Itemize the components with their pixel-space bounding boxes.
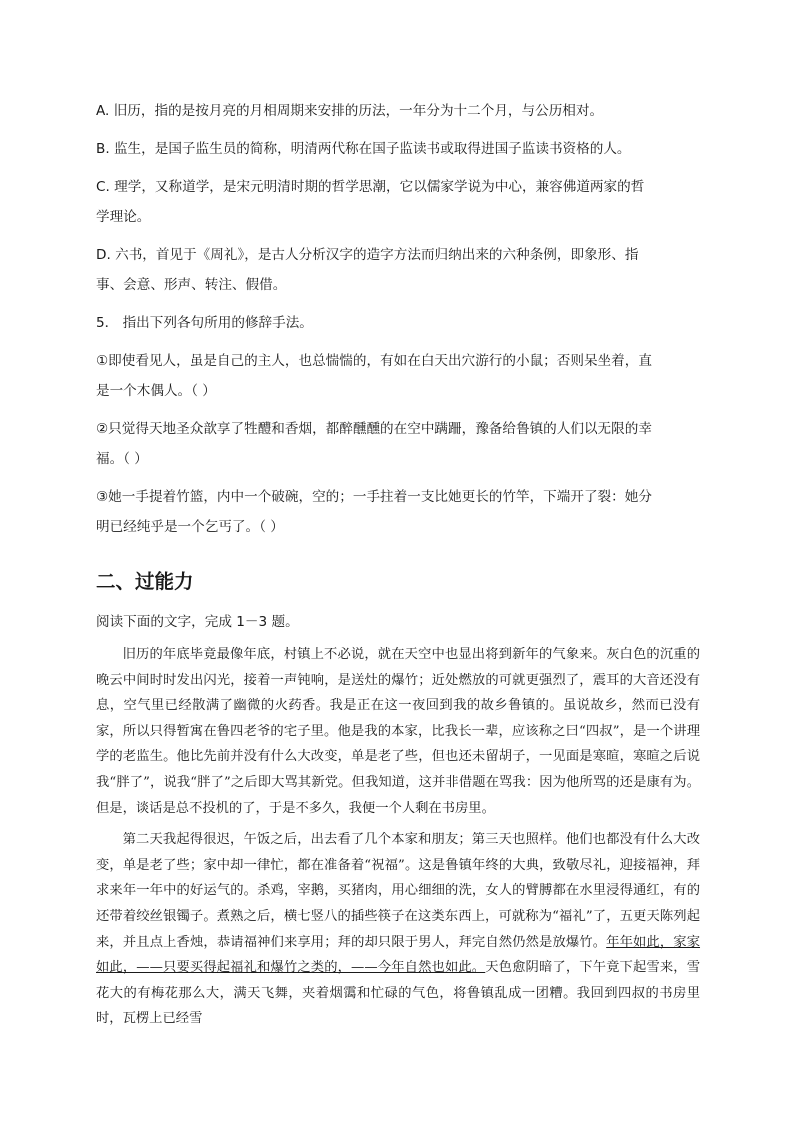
option-d-line-2: 事、会意、形声、转注、假借。 bbox=[96, 277, 287, 293]
passage-paragraph-1: 旧历的年底毕竟最像年底，村镇上不必说，就在天空中也显出将到新年的气象来。灰白色的沉重的晚云中间时时发出闪光，接着一声钝响，是送灶的爆竹；近处燃放的可就更强烈了，震耳的大音还没有息，空气里已经散满了幽微的火药香。我是正在这一夜回到我的故乡鲁镇的。虽说故乡，然而已没有家，所以只得暂寓在鲁四老爷的宅子里。他是我的本家，比我长一辈，应该称之曰“四叔”，是一个讲理学的老监生。他比先前并没有什么大改变，单是老了些，但也还未留胡子，一见面是寒暄，寒暄之后说我“胖了”，说我“胖了”之后即大骂其新党。但我知道，这并非借题在骂我：因为他所骂的还是康有为。但是，谈话是总不投机的了，于是不多久，我便一个人剩在书房里。 bbox=[96, 647, 700, 816]
q5-sentence-1-line-1: ①即使看见人，虽是自己的主人，也总惴惴的，有如在白天出穴游行的小鼠；否则呆坐着，直 bbox=[96, 353, 652, 369]
option-b: B. 监生，是国子监生员的简称，明清两代称在国子监读书或取得进国子监读书资格的人。 bbox=[96, 141, 631, 157]
passage-p2-text-after: 天色愈阴暗了，下午竟下起雪来，雪花大的有梅花那么大，满天飞舞，夹着烟霭和忙碌的气色，将鲁镇乱成一团糟。我回到四叔的书房里时，瓦楞上已经雪 bbox=[96, 960, 701, 1027]
option-c-line-1: C. 理学，又称道学，是宋元明清时期的哲学思潮，它以儒家学说为中心，兼容佛道两家的哲 bbox=[96, 179, 645, 195]
document-page bbox=[96, 96, 700, 1032]
option-a: A. 旧历，指的是按月亮的月相周期来安排的历法，一年分为十二个月，与公历相对。 bbox=[96, 103, 604, 119]
q5-sentence-3-line-1: ③她一手提着竹篮，内中一个破碗，空的；一手拄着一支比她更长的竹竿，下端开了裂：她分 bbox=[96, 489, 652, 505]
option-c-line-2: 学理论。 bbox=[96, 209, 151, 225]
option-d-line-1: D. 六书，首见于《周礼》，是古人分析汉字的造字方法而归纳出来的六种条例，即象形、指 bbox=[96, 247, 639, 263]
underlined-sentence: 年年如此，家家如此，——只要买得起福礼和爆竹之类的，——今年自然也如此。 bbox=[96, 934, 701, 976]
section-heading: 二、过能力 bbox=[96, 570, 194, 593]
passage-paragraph-2 bbox=[96, 827, 700, 1032]
q5-sentence-3-line-2: 明已经纯乎是一个乞丐了。（ ） bbox=[96, 519, 284, 535]
section-instruction: 阅读下面的文字，完成 1－3 题。 bbox=[96, 614, 299, 630]
q5-sentence-2-line-1: ②只觉得天地圣众歆享了牲醴和香烟，都醉醺醺的在空中蹒跚，豫备给鲁镇的人们以无限的幸 bbox=[96, 421, 652, 437]
passage-p2-text-before: 第二天我起得很迟，午饭之后，出去看了几个本家和朋友；第三天也照样。他们也都没有什么大改变，单是老了些；家中却一律忙，都在准备着“祝福”。这是鲁镇年终的大典，致敬尽礼，迎接福神，拜求来年一年中的好运气的。杀鸡，宰鹅，买猪肉，用心细细的洗，女人的臂膊都在水里浸得通红，有的还带着绞丝银镯子。煮熟之后，横七竖八的插些筷子在这类东西上，可就称为“福礼”了，五更天陈列起来，并且点上香烛，恭请福神们来享用；拜的却只限于男人，拜完自然仍然是放爆竹。 bbox=[96, 832, 700, 950]
q5-sentence-2-line-2: 福。（ ） bbox=[96, 451, 148, 467]
question-5-title: 5． 指出下列各句所用的修辞手法。 bbox=[96, 315, 313, 331]
q5-sentence-1-line-2: 是一个木偶人。（ ） bbox=[96, 383, 216, 399]
